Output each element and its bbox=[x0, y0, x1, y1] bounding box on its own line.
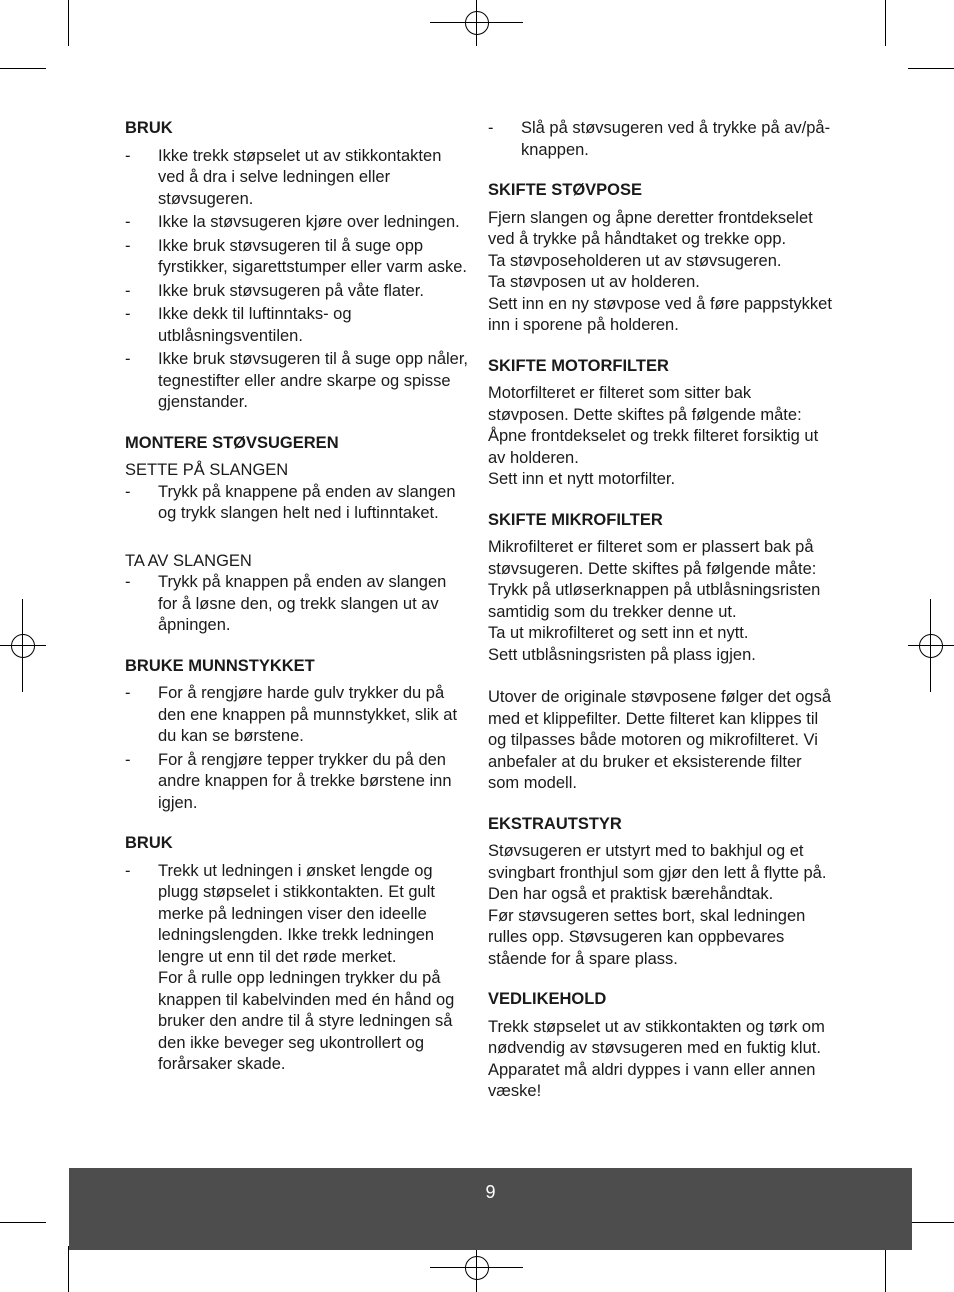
page-number: 9 bbox=[485, 1182, 496, 1202]
paragraph-line: Sett inn et nytt motorfilter. bbox=[488, 470, 676, 488]
crop-mark bbox=[908, 68, 954, 69]
crop-mark bbox=[0, 1222, 46, 1223]
section-heading: BRUK bbox=[125, 834, 173, 852]
section-subheading: SETTE PÅ SLANGEN bbox=[125, 461, 289, 479]
paragraph-line: Åpne frontdekselet og trekk filteret forsiktig ut av holderen. bbox=[488, 427, 819, 467]
section-heading: EKSTRAUTSTYR bbox=[488, 814, 622, 833]
section-heading: SKIFTE MOTORFILTER bbox=[488, 356, 669, 375]
section-ta-av-slangen bbox=[125, 551, 470, 637]
paragraph-line: Støvsugeren er utstyrt med to bakhjul og et svingbart fronthjul som gjør den lett å flytte på. Den har også et praktisk bærehåndtak. bbox=[488, 842, 827, 903]
right-column bbox=[488, 118, 833, 1122]
list-item: - For å rengjøre tepper trykker du på den andre knappen for å trekke børstene inn igjen. bbox=[125, 750, 452, 812]
section-heading: MONTERE STØVSUGEREN bbox=[125, 433, 339, 452]
section-heading: SKIFTE MIKROFILTER bbox=[488, 510, 663, 529]
paragraph-gap bbox=[488, 666, 833, 687]
section-munnstykket bbox=[125, 656, 470, 815]
paragraph-line: Mikrofilteret er filteret som er plassert bak på støvsugeren. Dette skiftes på følgende måte: Trykk på utløserknappen på utblåsningsristen samtidig som du trekker denne ut. bbox=[488, 538, 821, 621]
list-item: - For å rengjøre harde gulv trykker du på den ene knappen på munnstykket, slik at du kan se børstene. bbox=[125, 684, 458, 745]
list-item: - Ikke dekk til luftinntaks- og utblåsningsventilen. bbox=[125, 305, 352, 345]
section-bruk bbox=[125, 118, 470, 414]
instruction-list bbox=[125, 482, 470, 525]
list-item: - Ikke la støvsugeren kjøre over ledningen. bbox=[125, 213, 460, 231]
crop-mark bbox=[885, 0, 886, 46]
instruction-list bbox=[125, 861, 470, 1076]
paragraph-line: Motorfilteret er filteret som sitter bak støvposen. Dette skiftes på følgende måte: bbox=[488, 384, 802, 424]
registration-mark-icon bbox=[11, 634, 35, 658]
section-heading: BRUKE MUNNSTYKKET bbox=[125, 656, 315, 675]
list-item: - Trekk ut ledningen i ønsket lengde og plugg støpselet i stikkontakten. Et gult merke på ledningen viser den ideelle ledningslengden. Ikke trekk ledningen lengre ut enn til det røde merket. For å rulle opp ledningen trykker du på knappen til kabelvinden med én hånd og bruker den andre til å styre ledningen så den ikke beveger seg ukontrollert og forårsaker skade. bbox=[125, 861, 455, 1073]
list-item: - Ikke bruk støvsugeren på våte flater. bbox=[125, 281, 424, 300]
section-heading: SKIFTE STØVPOSE bbox=[488, 181, 643, 199]
section-ekstrautstyr bbox=[488, 814, 833, 971]
paragraph-line: Apparatet må aldri dyppes i vann eller annen væske! bbox=[488, 1060, 816, 1100]
registration-mark-icon bbox=[919, 634, 943, 658]
section-vedlikehold bbox=[488, 989, 833, 1103]
crop-mark bbox=[68, 0, 69, 46]
instruction-list bbox=[125, 683, 470, 814]
registration-line bbox=[22, 599, 23, 692]
instruction-list bbox=[125, 146, 470, 414]
paragraph-line: Sett inn en ny støvpose ved å føre pappstykket inn i sporene på holderen. bbox=[488, 294, 832, 334]
paragraph-line: Ta støvposen ut av holderen. bbox=[488, 273, 700, 291]
registration-line bbox=[930, 599, 931, 692]
list-item: - Trykk på knappen på enden av slangen for å løsne den, og trekk slangen ut av åpningen. bbox=[125, 573, 447, 634]
registration-mark-icon bbox=[465, 11, 489, 35]
paragraph-line: Før støvsugeren settes bort, skal ledningen rulles opp. Støvsugeren kan oppbevares stående for å spare plass. bbox=[488, 906, 806, 968]
list-item: - Ikke bruk støvsugeren til å suge opp nåler, tegnestifter eller andre skarpe og spisse gjenstander. bbox=[125, 350, 469, 411]
paragraph: Utover de originale støvposene følger det også med et klippefilter. Dette filteret kan klippes til og tilpasses både motoren og mikrofilteret. Vi anbefaler at du bruker et eksisterende filter som modell. bbox=[488, 688, 832, 792]
paragraph-line: Ta ut mikrofilteret og sett inn et nytt. bbox=[488, 624, 749, 642]
paragraph-line: Sett utblåsningsristen på plass igjen. bbox=[488, 645, 756, 664]
registration-line bbox=[908, 645, 954, 646]
paragraph-line: Fjern slangen og åpne deretter frontdekselet ved å trykke på håndtaket og trekke opp. bbox=[488, 208, 813, 248]
crop-mark bbox=[908, 1222, 954, 1223]
section-continued bbox=[488, 118, 833, 161]
registration-line bbox=[0, 645, 46, 646]
list-item: - Ikke trekk støpselet ut av stikkontakten ved å dra i selve ledningen eller støvsugeren. bbox=[125, 146, 442, 208]
list-item: - Trykk på knappene på enden av slangen og trykk slangen helt ned i luftinntaket. bbox=[125, 482, 456, 522]
section-montere bbox=[125, 433, 470, 525]
section-stovpose bbox=[488, 180, 833, 337]
crop-mark bbox=[0, 68, 46, 69]
crop-mark bbox=[885, 1246, 886, 1292]
section-mikrofilter bbox=[488, 510, 833, 795]
section-motorfilter bbox=[488, 356, 833, 491]
paragraph-line: Ta støvposeholderen ut av støvsugeren. bbox=[488, 251, 782, 270]
instruction-list bbox=[488, 118, 833, 161]
registration-mark-icon bbox=[465, 1256, 489, 1280]
page-footer bbox=[69, 1168, 912, 1250]
section-heading: BRUK bbox=[125, 119, 173, 137]
registration-line bbox=[476, 0, 477, 46]
section-heading: VEDLIKEHOLD bbox=[488, 990, 607, 1008]
instruction-list bbox=[125, 572, 470, 637]
list-item: - Ikke bruk støvsugeren til å suge opp fyrstikker, sigarettstumper eller varm aske. bbox=[125, 236, 468, 276]
registration-line bbox=[476, 1246, 477, 1292]
section-bruk-2 bbox=[125, 833, 470, 1076]
left-column bbox=[125, 118, 470, 1095]
section-subheading: TA AV SLANGEN bbox=[125, 551, 252, 570]
crop-mark bbox=[68, 1246, 69, 1292]
list-item: - Slå på støvsugeren ved å trykke på av/på-knappen. bbox=[488, 119, 831, 159]
paragraph-line: Trekk støpselet ut av stikkontakten og tørk om nødvendig av støvsugeren med en fuktig klut. bbox=[488, 1017, 825, 1057]
